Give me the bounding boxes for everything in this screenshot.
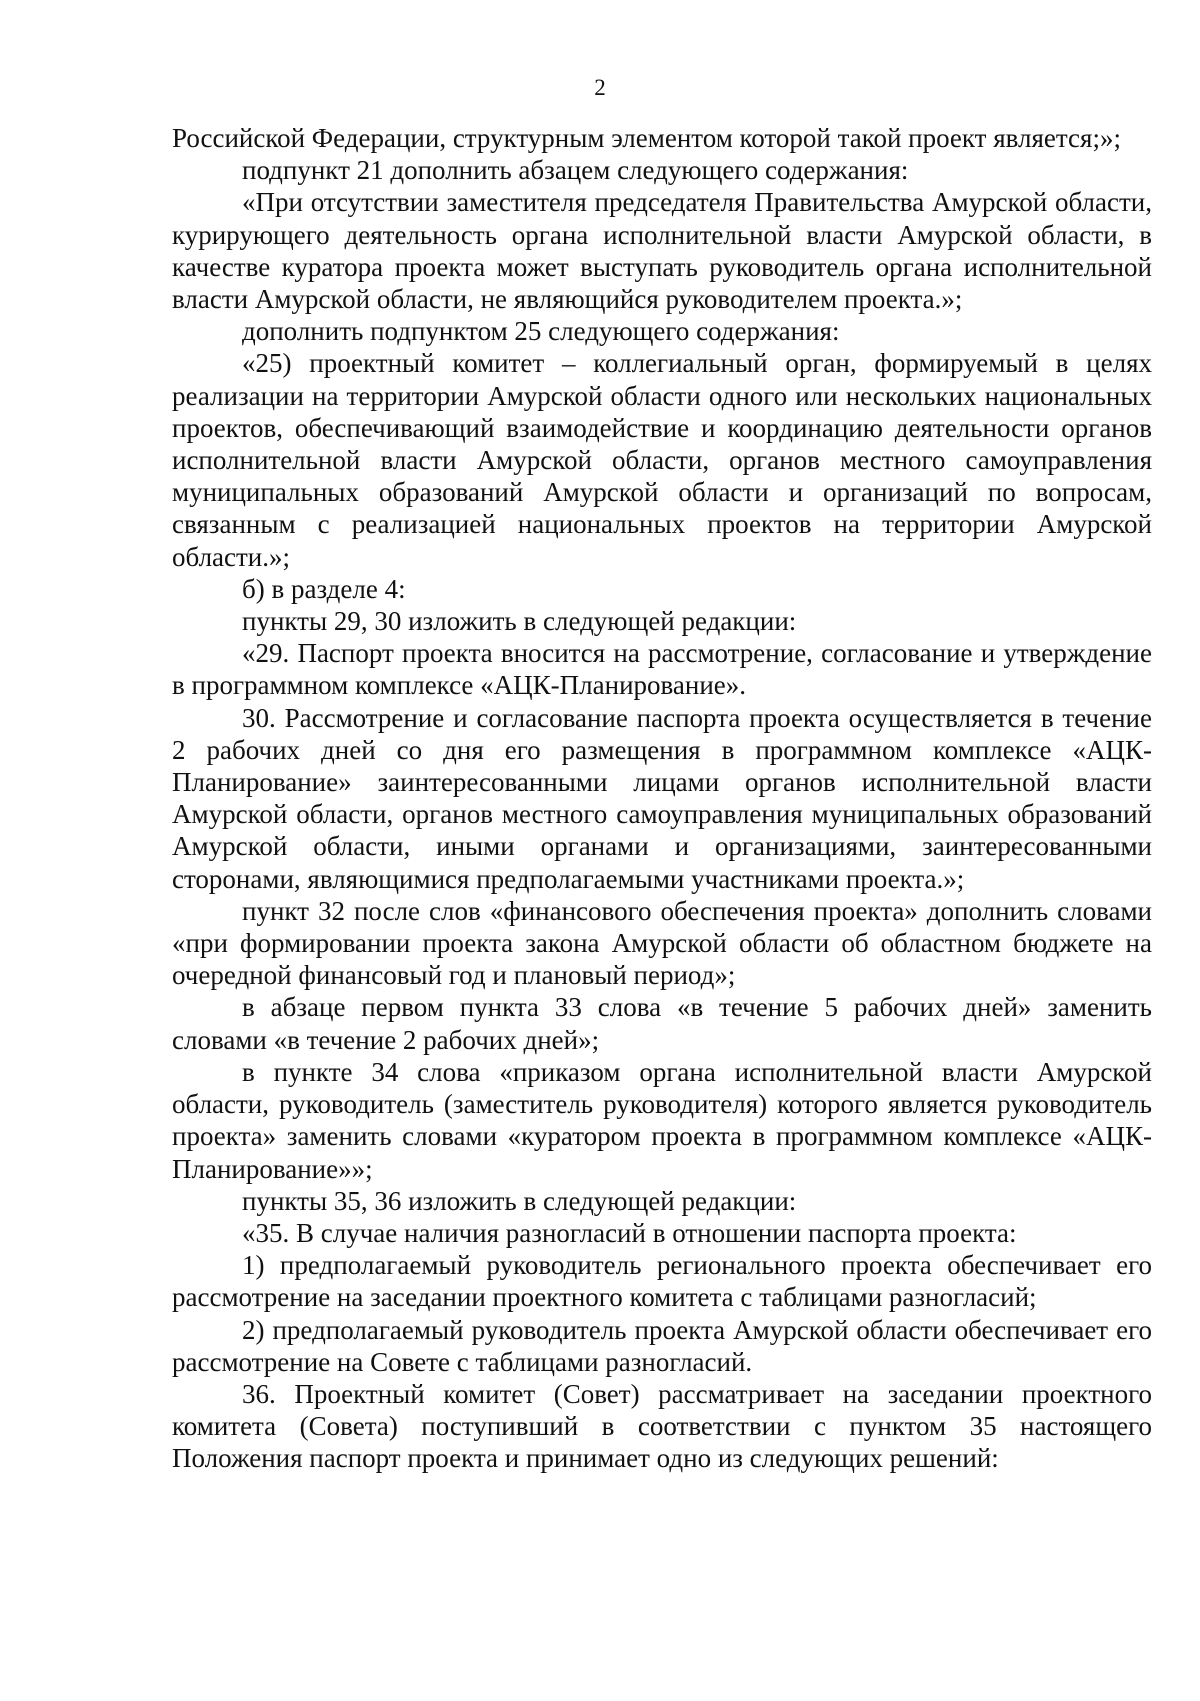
- paragraph-8: «29. Паспорт проекта вносится на рассмотрение, согласование и утверждение в программном комплексе «АЦК-Планирование».: [172, 638, 1152, 701]
- paragraph-10: пункт 32 после слов «финансового обеспечения проекта» дополнить словами «при формировании проекта закона Амурской области об областном бюджете на очередной финансовый год и плановый период»;: [172, 895, 1152, 991]
- paragraph-1: Российской Федерации, структурным элементом которой такой проект является;»;: [172, 123, 1121, 153]
- paragraph-5: «25) проектный комитет – коллегиальный орган, формируемый в целях реализации на территории Амурской области одного или нескольких национальных проектов, обеспечивающий взаимодействие и координацию деятельности органов исполнительной власти Амурской области, органов местного самоуправления муниципальных образований Амурской области и организаций по вопросам, связанным с реализацией национальных проектов на территории Амурской области.»;: [172, 348, 1152, 572]
- page-number: 2: [594, 75, 606, 100]
- paragraph-2: подпункт 21 дополнить абзацем следующего содержания:: [242, 155, 909, 186]
- paragraph-14: «35. В случае наличия разногласий в отношении паспорта проекта:: [242, 1217, 1017, 1248]
- paragraph-13: пункты 35, 36 изложить в следующей редакции:: [242, 1185, 797, 1216]
- paragraph-3: «При отсутствии заместителя председателя Правительства Амурской области, курирующего деятельность органа исполнительной власти Амурской области, в качестве куратора проекта может выступать руководитель органа исполнительной власти Амурской области, не являющийся руководителем проекта.»;: [172, 187, 1152, 315]
- paragraph-7: пункты 29, 30 изложить в следующей редакции:: [242, 606, 797, 637]
- paragraph-17: 36. Проектный комитет (Совет) рассматривает на заседании проектного комитета (Совета) поступивший в соответствии с пунктом 35 настоящего Положения паспорт проекта и принимает одно из следующих решений:: [172, 1378, 1152, 1474]
- paragraph-12: в пункте 34 слова «приказом органа исполнительной власти Амурской области, руководитель (заместитель руководителя) которого является руководитель проекта» заменить словами «куратором проекта в программном комплексе «АЦК-Планирование»»;: [172, 1056, 1152, 1184]
- paragraph-16: 2) предполагаемый руководитель проекта Амурской области обеспечивает его рассмотрение на Совете с таблицами разногласий.: [172, 1314, 1152, 1377]
- paragraph-9: 30. Рассмотрение и согласование паспорта проекта осуществляется в течение 2 рабочих дней со дня его размещения в программном комплексе «АЦК-Планирование» заинтересованными лицами органов исполнительной власти Амурской области, органов местного самоуправления муниципальных образований Амурской области, иными органами и организациями, заинтересованными сторонами, являющимися предполагаемыми участниками проекта.»;: [172, 702, 1152, 894]
- paragraph-4: дополнить подпунктом 25 следующего содержания:: [242, 316, 840, 347]
- paragraph-15: 1) предполагаемый руководитель регионального проекта обеспечивает его рассмотрение на заседании проектного комитета с таблицами разногласий;: [172, 1250, 1152, 1313]
- paragraph-6: б) в разделе 4:: [242, 573, 406, 604]
- document-body: [172, 122, 1152, 1475]
- paragraph-11: в абзаце первом пункта 33 слова «в течение 5 рабочих дней» заменить словами «в течение 2 рабочих дней»;: [172, 992, 1152, 1055]
